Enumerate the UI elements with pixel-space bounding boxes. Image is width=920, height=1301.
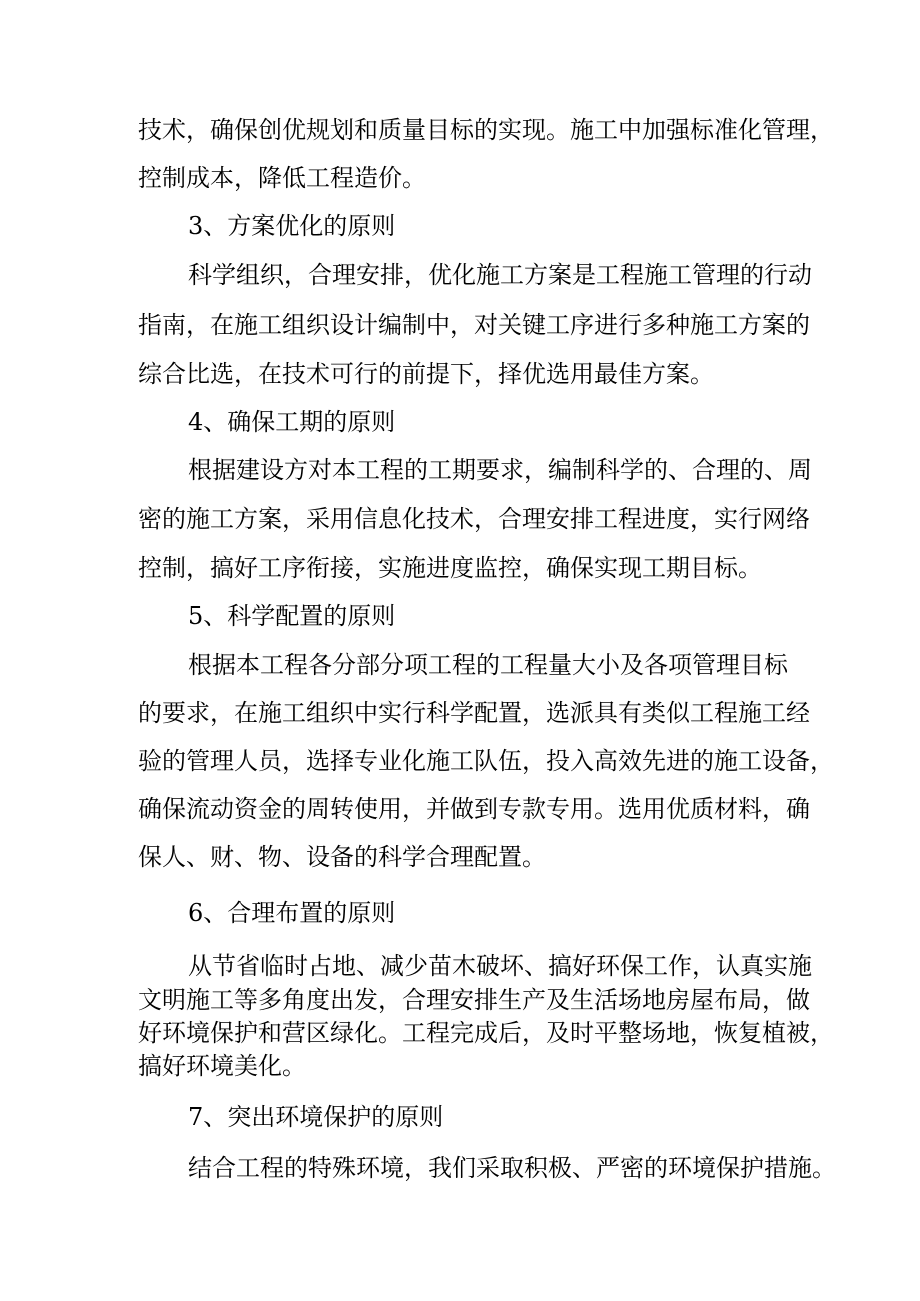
paragraph-line: 的要求，在施工组织中实行科学配置，选派具有类似工程施工经 xyxy=(138,699,810,727)
paragraph-line: 结合工程的特殊环境，我们采取积极、严密的环境保护措施。 xyxy=(188,1154,836,1182)
paragraph-line: 文明施工等多角度出发，合理安排生产及生活场地房屋布局，做 xyxy=(138,986,810,1014)
section-heading: 5、科学配置的原则 xyxy=(188,602,396,630)
paragraph-line: 科学组织，合理安排，优化施工方案是工程施工管理的行动 xyxy=(188,261,812,289)
paragraph-line: 指南，在施工组织设计编制中，对关键工序进行多种施工方案的 xyxy=(138,311,810,339)
section-heading: 6、合理布置的原则 xyxy=(188,899,396,927)
paragraph-line: 搞好环境美化。 xyxy=(138,1052,306,1080)
paragraph-line: 从节省临时占地、减少苗木破坏、搞好环保工作，认真实施 xyxy=(188,952,812,980)
paragraph-line: 技术，确保创优规划和质量目标的实现。施工中加强标准化管理， xyxy=(138,116,834,144)
paragraph-line: 验的管理人员，选择专业化施工队伍，投入高效先进的施工设备， xyxy=(138,747,834,775)
paragraph-line: 确保流动资金的周转使用，并做到专款专用。选用优质材料，确 xyxy=(138,795,810,823)
section-heading: 3、方案优化的原则 xyxy=(188,212,396,240)
paragraph-line: 综合比选，在技术可行的前提下，择优选用最佳方案。 xyxy=(138,360,714,388)
section-heading: 7、突出环境保护的原则 xyxy=(188,1103,444,1131)
paragraph-line: 控制成本，降低工程造价。 xyxy=(138,164,426,192)
paragraph-line: 根据建设方对本工程的工期要求，编制科学的、合理的、周 xyxy=(188,456,812,484)
paragraph-line: 好环境保护和营区绿化。工程完成后，及时平整场地，恢复植被， xyxy=(138,1019,834,1047)
paragraph-line: 保人、财、物、设备的科学合理配置。 xyxy=(138,843,546,871)
paragraph-line: 密的施工方案，采用信息化技术，合理安排工程进度，实行网络 xyxy=(138,505,810,533)
section-heading: 4、确保工期的原则 xyxy=(188,408,396,436)
paragraph-line: 控制，搞好工序衔接，实施进度监控，确保实现工期目标。 xyxy=(138,554,762,582)
paragraph-line: 根据本工程各分部分项工程的工程量大小及各项管理目标 xyxy=(188,651,788,679)
